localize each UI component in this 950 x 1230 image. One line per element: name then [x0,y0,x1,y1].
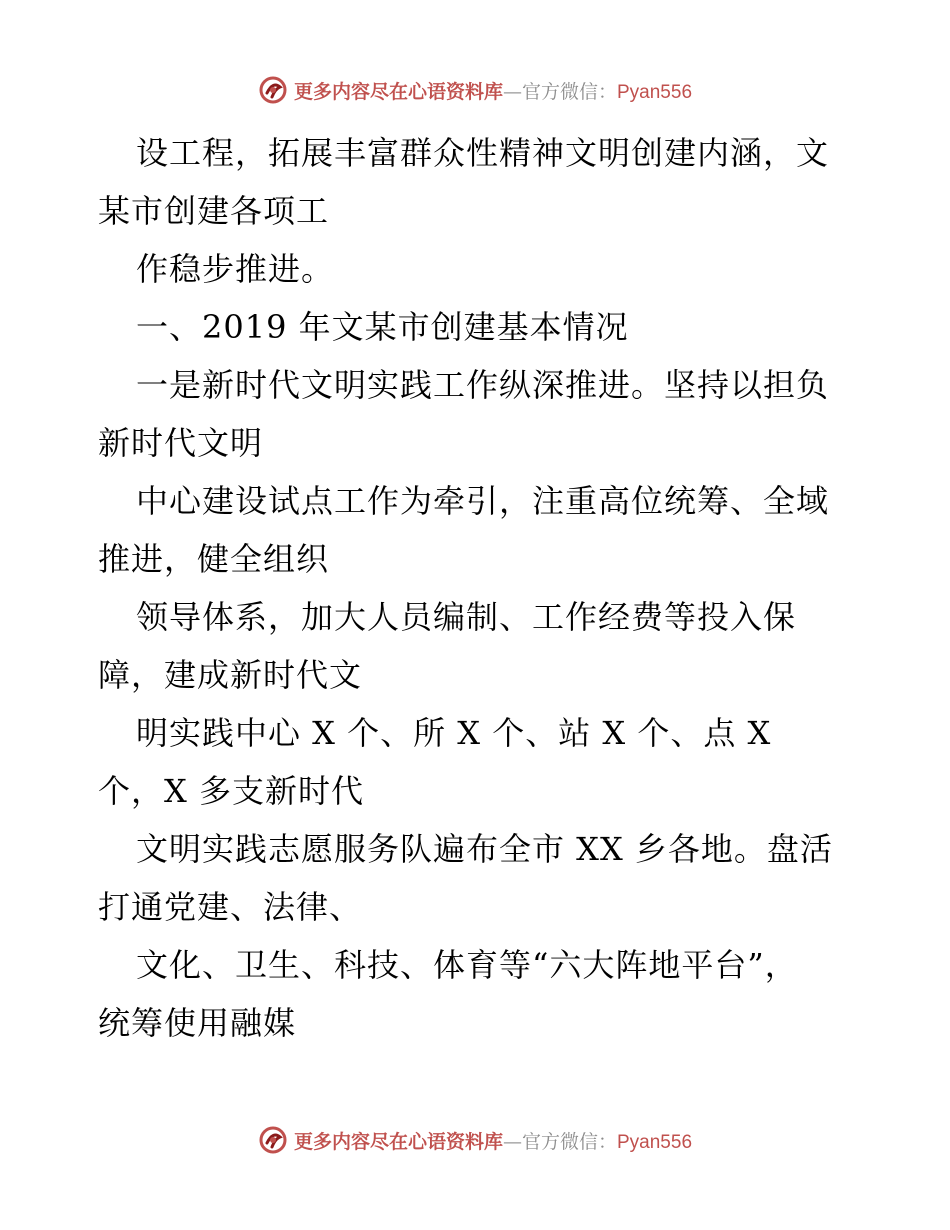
red-swirl-logo-icon [258,75,288,105]
body-line: 设工程，拓展丰富群众性精神文明创建内涵，文 [136,134,830,172]
header-brand: 更多内容尽在心语资料库 [293,80,503,103]
footer-dash: — [502,1130,522,1153]
body-line: 打通党建、法律、 [98,888,363,926]
body-line: 某市创建各项工 [98,192,330,230]
body-line: 中心建设试点工作为牵引，注重高位统筹、全域 [136,482,830,520]
body-line: 文明实践志愿服务队遍布全市 XX 乡各地。盘活 [136,830,833,868]
body-line: 新时代文明 [98,424,264,462]
footer-wechat-id: Pyan556 [617,1131,693,1153]
footer-banner [0,1120,950,1160]
footer-wechat-label: 官方微信： [521,1130,617,1153]
body-line: 推进，健全组织 [98,540,330,578]
body-line: 明实践中心 X 个、所 X 个、站 X 个、点 X [136,714,772,752]
body-line: 领导体系，加大人员编制、工作经费等投入保 [136,598,797,636]
body-line: 障，建成新时代文 [98,656,363,694]
body-line: 一是新时代文明实践工作纵深推进。坚持以担负 [136,366,830,404]
body-line: 个，X 多支新时代 [98,772,364,810]
footer-text [294,1127,692,1154]
header-banner [0,70,950,110]
header-text [294,77,692,104]
document-body [98,124,858,1052]
red-swirl-logo-icon [258,1125,288,1155]
header-dash: — [502,80,522,103]
section-heading: 一、2019 年文某市创建基本情况 [136,308,629,346]
body-line: 文化、卫生、科技、体育等“六大阵地平台”， [136,946,798,984]
body-line: 作稳步推进。 [136,250,335,288]
footer-brand: 更多内容尽在心语资料库 [293,1130,503,1153]
body-line: 统筹使用融媒 [98,1004,297,1042]
header-wechat-id: Pyan556 [617,81,693,103]
header-wechat-label: 官方微信： [521,80,617,103]
